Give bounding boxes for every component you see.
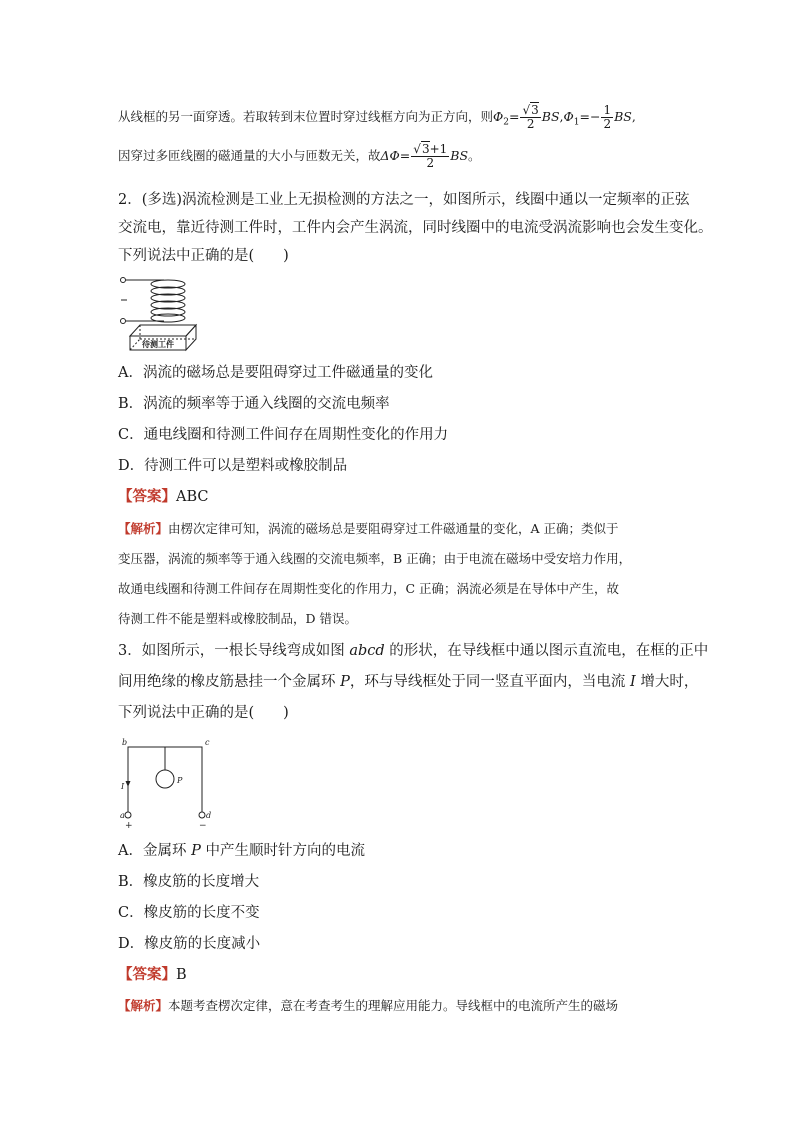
wire-frame-figure — [116, 735, 216, 831]
analysis-tag: 【解析】 — [118, 998, 169, 1013]
q2-analysis-line-1: 【解析】由楞次定律可知，涡流的磁场总是要阻碍穿过工件磁通量的变化，A 正确；类似于 — [118, 521, 619, 536]
q3-answer — [118, 965, 187, 985]
q3-stem-line-3: 下列说法中正确的是( ) — [118, 705, 289, 721]
q3-option-d: D．橡皮筋的长度减小 — [118, 936, 261, 952]
coil-icon — [151, 280, 185, 322]
current-arrow-icon — [126, 781, 131, 787]
terminal-bottom — [121, 319, 126, 324]
continuation-line-1: 从线框的另一面穿透。若取转到末位置时穿过线框方向为正方向，则$\Phi_2=$ $\frac{√3}{2}$ $BS,\Phi_1=-$ $\frac{1}{2}$ BS, — [118, 103, 636, 131]
svg-text:b: b — [122, 738, 128, 747]
svg-text:a: a — [120, 811, 125, 820]
q2-stem-line-3: 下列说法中正确的是( ) — [118, 248, 289, 264]
q3-option-c: C．橡皮筋的长度不变 — [118, 905, 260, 921]
q2-option-c: C．通电线圈和待测工件间存在周期性变化的作用力 — [118, 427, 449, 443]
q2-analysis-line-3: 故通电线圈和待测工件间存在周期性变化的作用力，C 正确；涡流必须是在导体中产生，故 — [118, 581, 620, 596]
analysis-tag: 【解析】 — [118, 521, 169, 536]
workpiece-label: 待测工件 — [142, 339, 174, 349]
q2-option-d: D．待测工件可以是塑料或橡胶制品 — [118, 458, 348, 474]
q2-answer — [118, 487, 209, 507]
answer-value: B — [176, 967, 187, 983]
q3-stem-line-1: 3．如图所示，一根长导线弯成如图 abcd 的形状，在导线框中通以图示直流电，在框的正中 — [118, 643, 709, 659]
svg-text:P: P — [177, 776, 183, 785]
q2-analysis-line-2: 变压器，涡流的频率等于通入线圈的交流电频率，B 正确；由于电流在磁场中受安培力作用， — [118, 551, 632, 566]
q3-option-b: B．橡皮筋的长度增大 — [118, 874, 260, 890]
metal-ring — [156, 770, 174, 788]
q3-option-a: A．金属环 P 中产生顺时针方向的电流 — [118, 843, 365, 859]
q2-analysis-line-4: 待测工件不能是塑料或橡胶制品，D 错误。 — [118, 611, 357, 626]
fraction-sqrt3-over-2: $\frac{√3}{2}$ — [522, 103, 539, 131]
terminal-top — [121, 278, 126, 283]
coil-figure — [116, 272, 202, 356]
fraction-sqrt3plus1-over-2: $\frac{√3+1}{2}$ — [413, 142, 448, 170]
fraction-1-over-2: $\frac{1}{2}$ — [603, 103, 612, 131]
q2-option-b: B．涡流的频率等于通入线圈的交流电频率 — [118, 396, 390, 412]
q2-option-a: A．涡流的磁场总是要阻碍穿过工件磁通量的变化 — [118, 365, 433, 381]
answer-tag: 【答案】 — [118, 966, 176, 983]
answer-tag: 【答案】 — [118, 488, 176, 505]
terminal-d — [199, 812, 205, 818]
svg-text:I: I — [121, 782, 125, 791]
q3-analysis-line-1: 【解析】本题考查楞次定律，意在考查考生的理解应用能力。导线框中的电流所产生的磁场 — [118, 998, 619, 1013]
terminal-a — [125, 812, 131, 818]
svg-text:c: c — [205, 738, 210, 747]
svg-text:d: d — [206, 811, 212, 820]
q2-stem-line-2: 交流电，靠近待测工件时，工件内会产生涡流，同时线圈中的电流受涡流影响也会发生变化。 — [118, 220, 713, 236]
continuation-line-2: 因穿过多匝线圈的磁通量的大小与匝数无关，故ΔΦ= $\frac{√3+1}{2}$ BS。 — [118, 142, 481, 170]
q3-stem-line-2: 间用绝缘的橡皮筋悬挂一个金属环 P，环与导线框处于同一竖直平面内，当电流 I 增大时， — [118, 674, 699, 690]
svg-text:+: + — [125, 821, 133, 831]
svg-text:−: − — [199, 821, 207, 831]
answer-value: ABC — [176, 489, 209, 505]
q2-stem-line-1: 2．(多选)涡流检测是工业上无损检测的方法之一，如图所示，线圈中通以一定频率的正弦 — [118, 192, 690, 208]
